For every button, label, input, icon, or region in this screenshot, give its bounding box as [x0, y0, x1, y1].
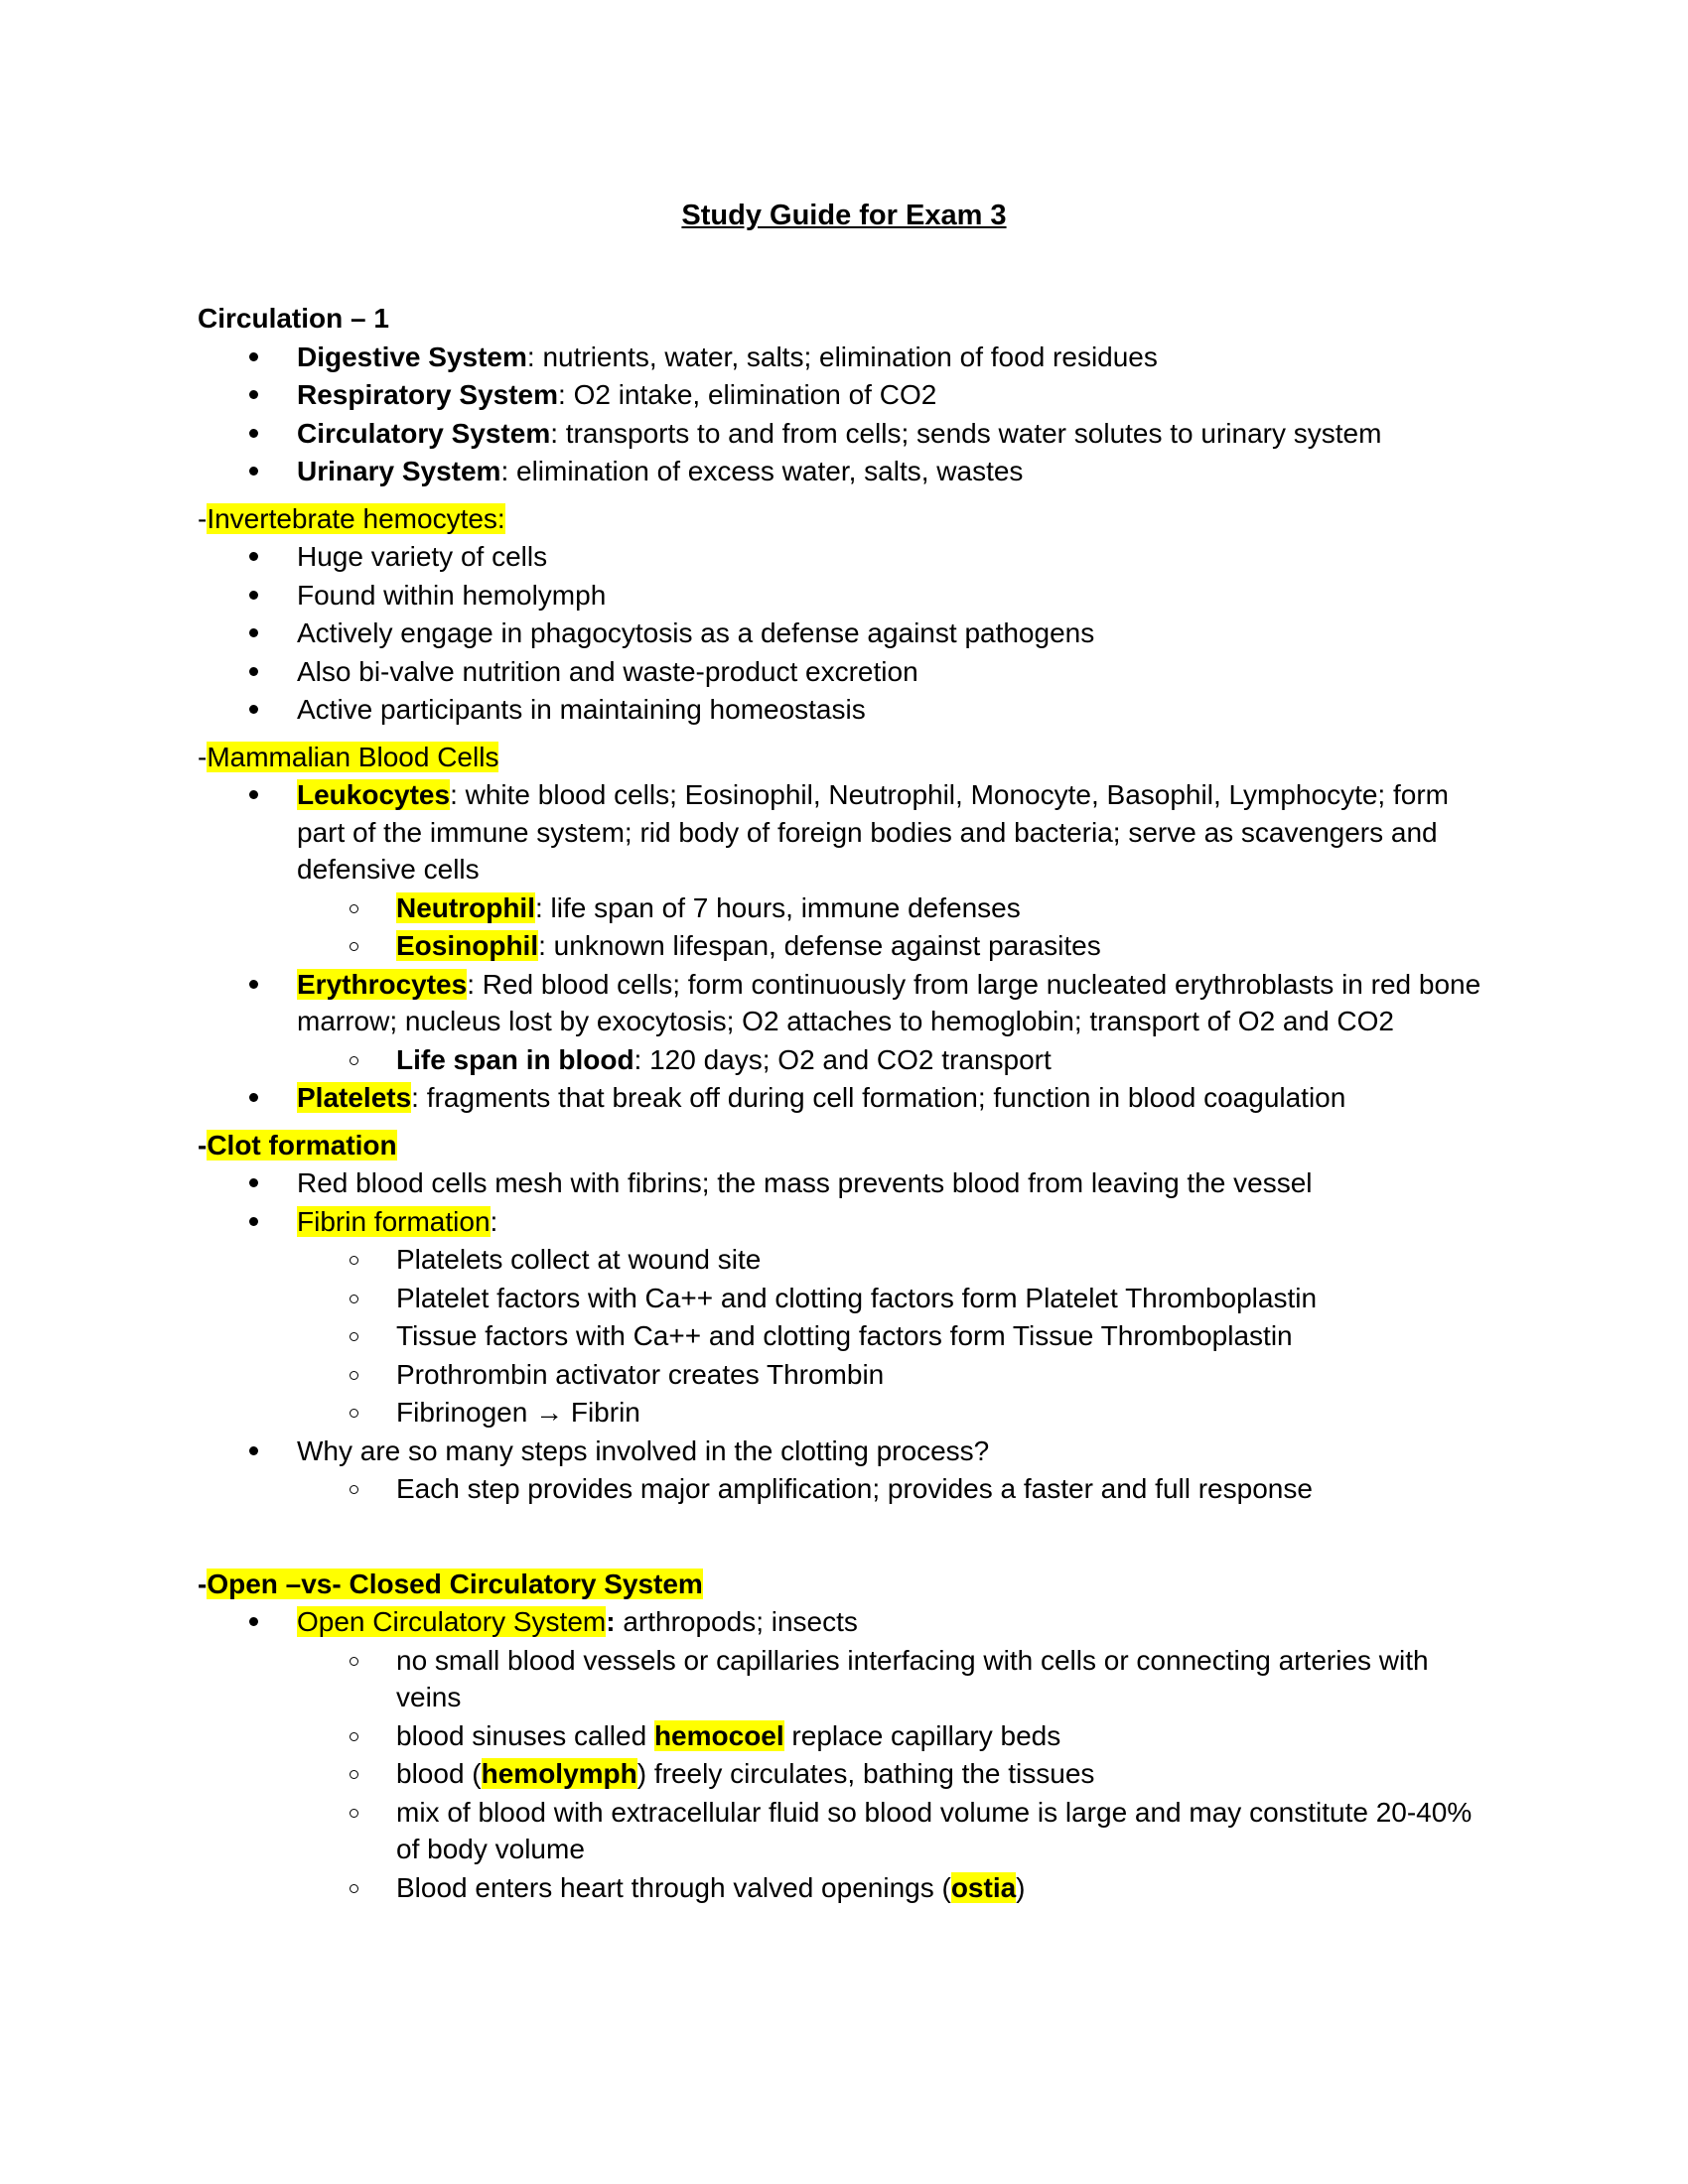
text-before: blood (: [396, 1758, 482, 1789]
sub-list: [297, 1241, 1488, 1432]
term: Erythrocytes: [297, 968, 468, 1000]
list-item-leukocytes: [198, 776, 1488, 965]
heading-highlight: Open –vs- Closed Circulatory System: [207, 1568, 703, 1599]
invertebrate-heading: [198, 500, 1488, 538]
sub-list-item: [297, 889, 1488, 927]
term: hemolymph: [481, 1758, 637, 1789]
list-item: [198, 415, 1488, 453]
page-title: Study Guide for Exam 3: [681, 200, 1007, 231]
term: Urinary System: [297, 456, 501, 486]
sub-list-item: [297, 1755, 1488, 1793]
term: Circulatory System: [297, 417, 551, 449]
question: Why are so many steps involved in the clotting process?: [297, 1434, 990, 1466]
definition: : elimination of excess water, salts, wastes: [500, 456, 1024, 486]
heading-highlight: Invertebrate hemocytes:: [207, 502, 505, 534]
mammalian-heading: [198, 739, 1488, 776]
colon: :: [606, 1606, 616, 1637]
list-item: Actively engage in phagocytosis as a defense against pathogens: [198, 614, 1488, 652]
open-closed-heading: [198, 1566, 1488, 1603]
term: Life span in blood: [396, 1043, 634, 1075]
list-item: [198, 453, 1488, 490]
list-item-why: [198, 1433, 1488, 1508]
sub-list-item: [297, 1717, 1488, 1755]
sub-list-item: Fibrinogen → Fibrin: [297, 1394, 1488, 1432]
text-before: blood sinuses called: [396, 1719, 654, 1751]
list-item-platelets: [198, 1079, 1488, 1117]
heading-highlight: Mammalian Blood Cells: [207, 741, 499, 772]
heading-dash: -: [198, 741, 208, 772]
list-item: [198, 376, 1488, 414]
sub-list-item: Tissue factors with Ca++ and clotting factors form Tissue Thromboplastin: [297, 1317, 1488, 1355]
definition: : Red blood cells; form continuously from large nucleated erythroblasts in red bone marrow; nucleus lost by exocytosis; O2 attaches to hemoglobin; transport of O2 and CO2: [297, 968, 1481, 1036]
sub-list: [297, 889, 1488, 965]
definition: : transports to and from cells; sends water solutes to urinary system: [550, 417, 1382, 449]
list-item-open: [198, 1603, 1488, 1906]
sub-list-item: Each step provides major amplification; provides a faster and full response: [297, 1470, 1488, 1508]
term: Platelets: [297, 1082, 412, 1113]
sub-list: [297, 1470, 1488, 1508]
open-closed-list: [198, 1603, 1488, 1906]
term: Leukocytes: [297, 779, 451, 810]
sub-list-item: Platelets collect at wound site: [297, 1241, 1488, 1279]
sub-list: [297, 1041, 1488, 1079]
definition: : nutrients, water, salts; elimination of food residues: [526, 341, 1158, 372]
invertebrate-list: [198, 538, 1488, 729]
list-item: Active participants in maintaining homeostasis: [198, 691, 1488, 729]
list-item: Red blood cells mesh with fibrins; the mass prevents blood from leaving the vessel: [198, 1164, 1488, 1202]
heading-highlight: Clot formation: [207, 1129, 397, 1160]
definition: : fragments that break off during cell formation; function in blood coagulation: [411, 1082, 1346, 1113]
term: Eosinophil: [396, 930, 539, 961]
heading-dash: -: [198, 1129, 208, 1160]
sub-list-item: mix of blood with extracellular fluid so blood volume is large and may constitute 20-40% of body volume: [297, 1794, 1488, 1868]
term: Fibrin formation: [297, 1205, 491, 1237]
term: ostia: [950, 1871, 1017, 1903]
list-item-fibrin: [198, 1203, 1488, 1432]
definition: : O2 intake, elimination of CO2: [558, 379, 937, 410]
list-item: Huge variety of cells: [198, 538, 1488, 576]
definition: : life span of 7 hours, immune defenses: [535, 891, 1021, 923]
term: Open Circulatory System: [297, 1606, 607, 1637]
circulation-heading: Circulation – 1: [198, 303, 389, 334]
list-item-erythrocytes: [198, 966, 1488, 1079]
term: Neutrophil: [396, 891, 535, 923]
text-after: ) freely circulates, bathing the tissues: [636, 1758, 1095, 1789]
list-item: Also bi-valve nutrition and waste-product excretion: [198, 653, 1488, 691]
list-item: Found within hemolymph: [198, 577, 1488, 614]
sub-list-item: [297, 1869, 1488, 1907]
term: Digestive System: [297, 341, 527, 372]
definition: : unknown lifespan, defense against parasites: [538, 930, 1101, 961]
clot-list: [198, 1164, 1488, 1508]
definition: arthropods; insects: [615, 1606, 858, 1637]
term: hemocoel: [653, 1719, 784, 1751]
sub-list-item: [297, 927, 1488, 965]
heading-dash: -: [198, 502, 208, 534]
definition: : white blood cells; Eosinophil, Neutrophil, Monocyte, Basophil, Lymphocyte; form part of the immune system; rid body of foreign bodies and bacteria; serve as scavengers and defensive cells: [297, 779, 1449, 885]
sub-list-item: Platelet factors with Ca++ and clotting factors form Platelet Thromboplastin: [297, 1280, 1488, 1317]
heading-dash: -: [198, 1568, 208, 1599]
sub-list-item: no small blood vessels or capillaries interfacing with cells or connecting arteries with veins: [297, 1642, 1488, 1716]
text-after: replace capillary beds: [783, 1719, 1061, 1751]
text-before: Blood enters heart through valved openings (: [396, 1871, 951, 1903]
sub-list: [297, 1642, 1488, 1907]
definition: : 120 days; O2 and CO2 transport: [633, 1043, 1052, 1075]
list-item: [198, 339, 1488, 376]
mammalian-list: [198, 776, 1488, 1117]
document-body: [198, 300, 1488, 1907]
term: Respiratory System: [297, 379, 559, 410]
text-after: ): [1016, 1871, 1026, 1903]
clot-heading: [198, 1127, 1488, 1164]
sub-list-item: [297, 1041, 1488, 1079]
colon: :: [490, 1205, 498, 1237]
circulation-list: [198, 339, 1488, 490]
sub-list-item: Prothrombin activator creates Thrombin: [297, 1356, 1488, 1394]
